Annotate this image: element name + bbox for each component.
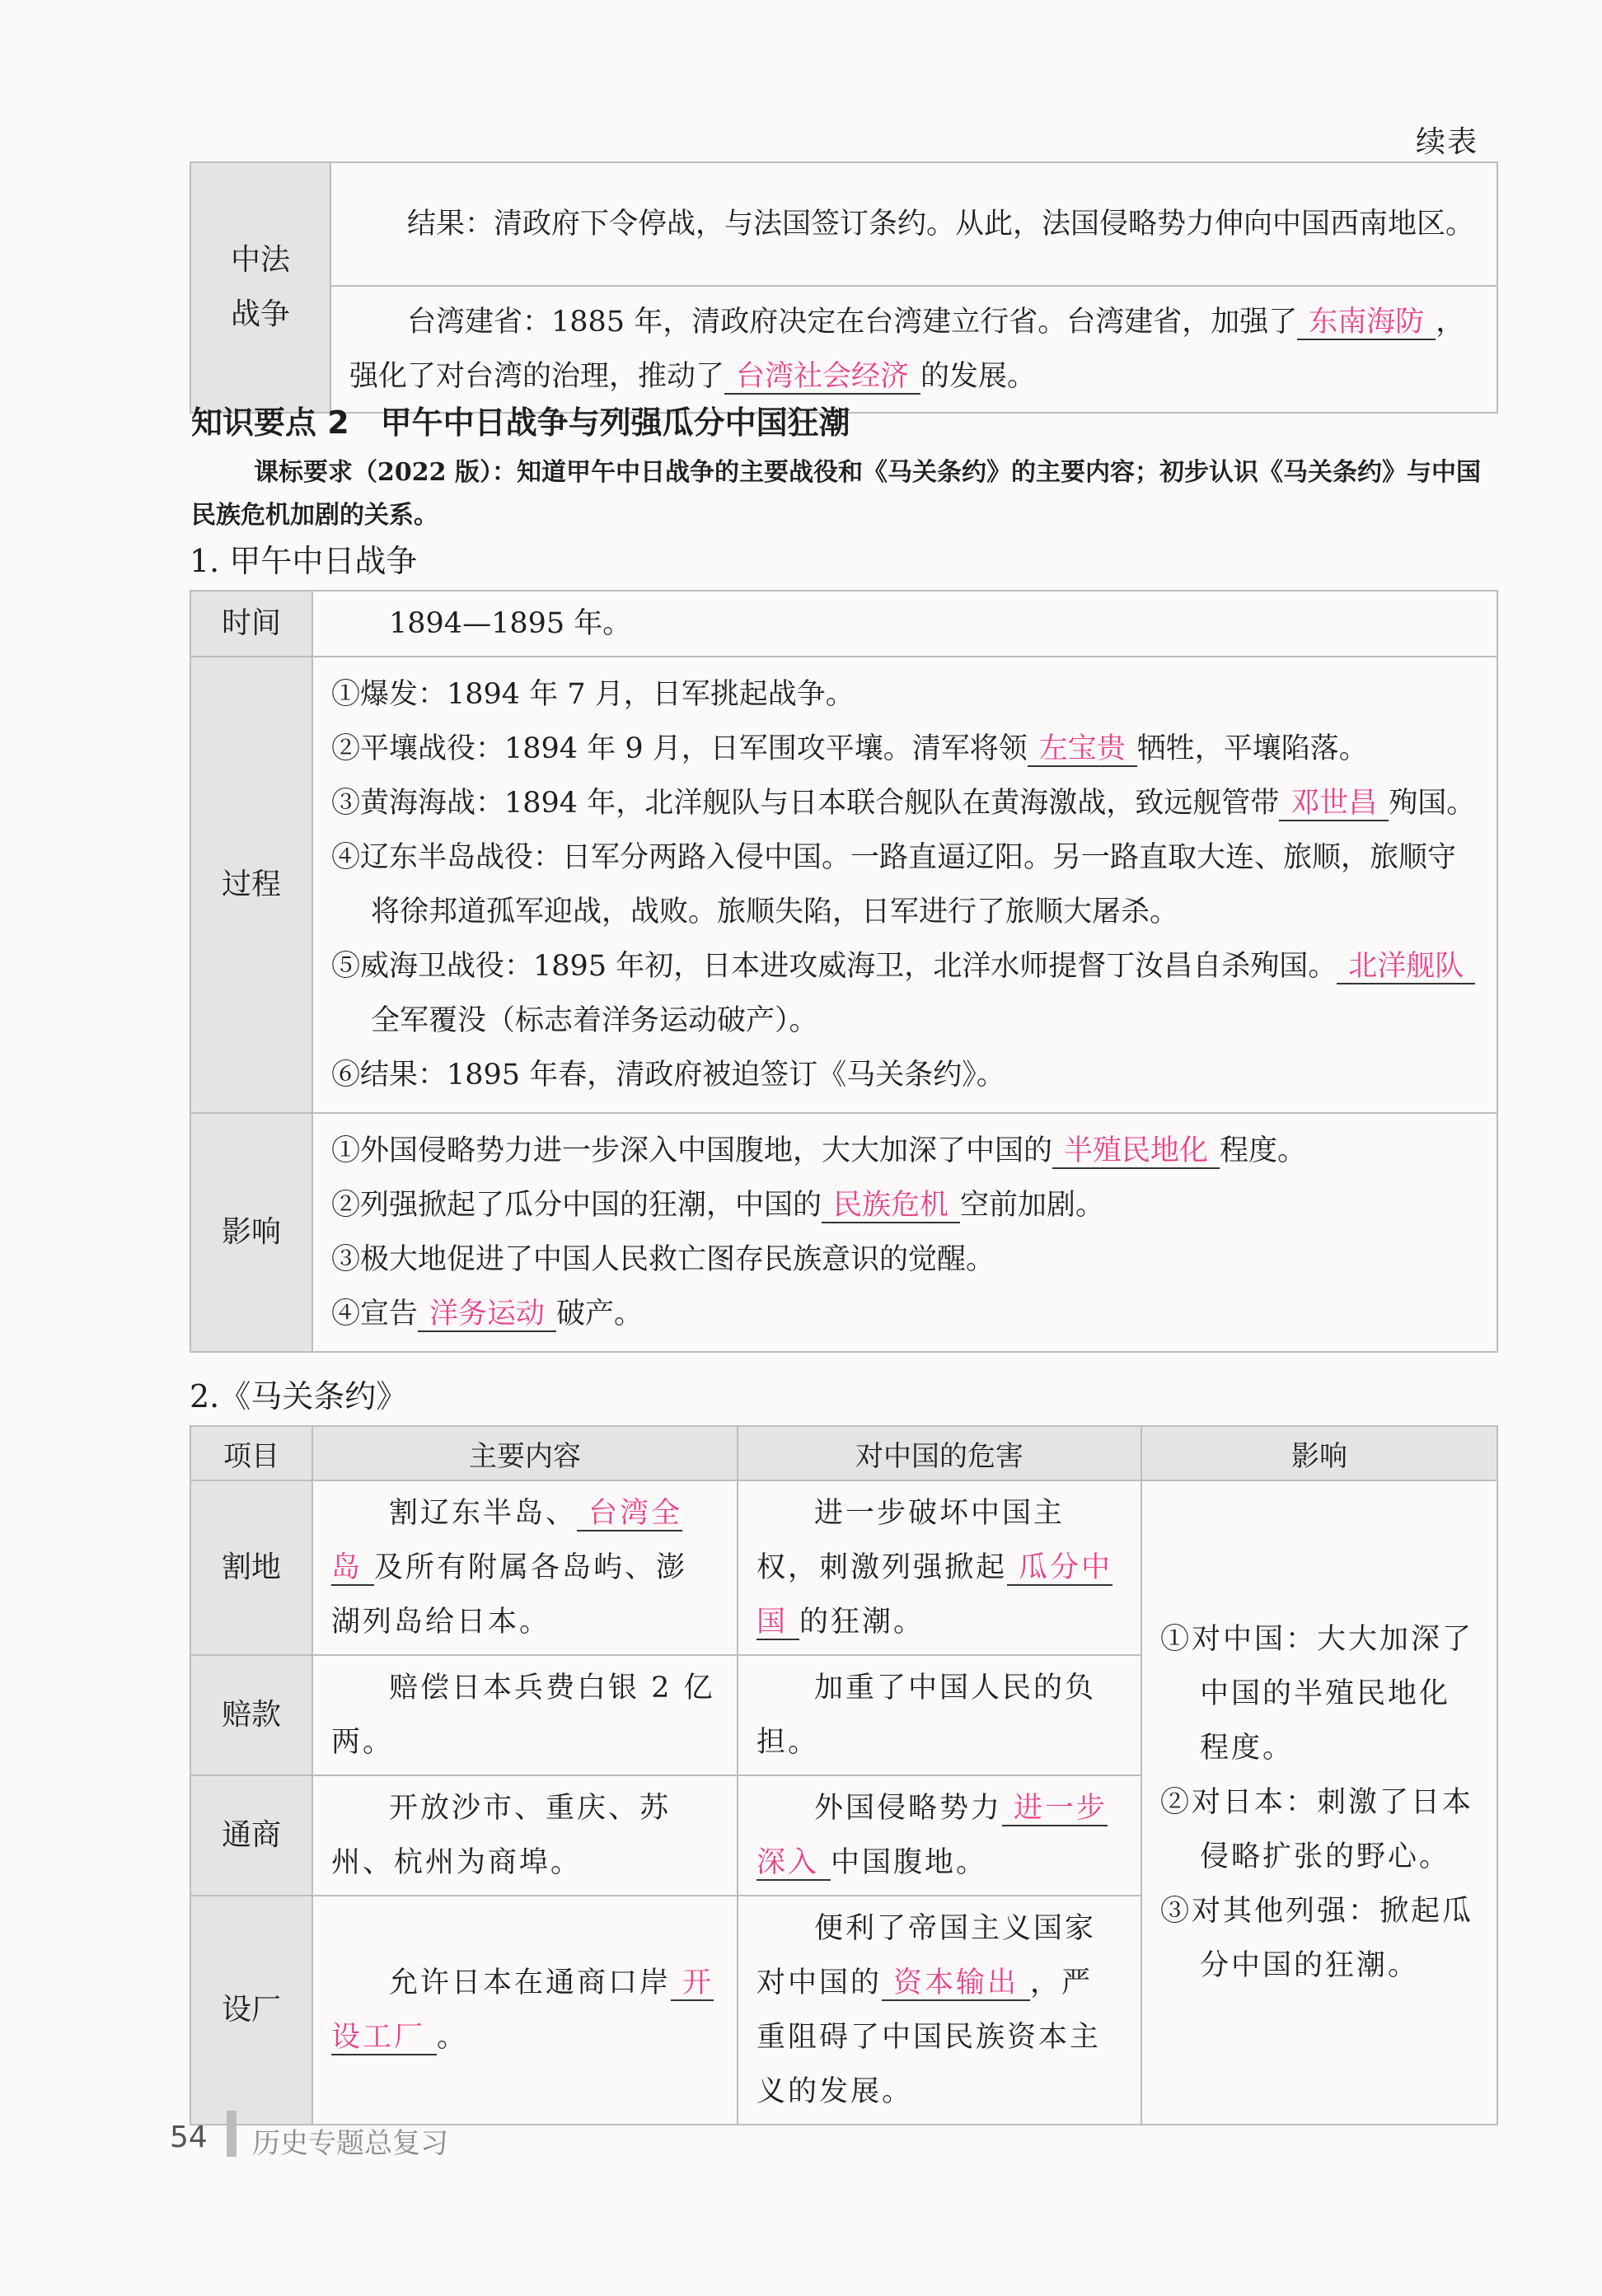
content-cession [312,1480,738,1655]
continued-label: 续表 [1415,125,1478,159]
harm-factory-text-1: 便利了帝国主义国家对中国的 [756,1912,1097,1999]
header-content: 主要内容 [312,1426,738,1480]
content-factory-text-2: 。 [437,2021,469,2054]
harm-cession-text-2: 的狂潮。 [799,1606,925,1639]
process-item-5 [331,939,1478,1048]
sino-french-table [190,161,1498,414]
content-cession-text-2: 及所有附属各岛屿、澎湖列岛给日本。 [331,1551,688,1639]
taiwan-text-3: 的发展。 [920,360,1037,393]
taiwan-text-1: 台湾建省：1885 年，清政府决定在台湾建立行省。台湾建省，加强了 [407,306,1298,339]
blank-taiwan-island: 台湾全岛 [331,1497,683,1584]
blank-further-deep: 进一步深入 [756,1792,1108,1879]
influence-item-2: ②对日本：刺激了日本侵略扩张的野心。 [1160,1786,1474,1873]
footer-divider [227,2111,237,2157]
content-factory-text-1: 允许日本在通商口岸 [389,1966,672,1999]
impact-2-text-1: ②列强掀起了瓜分中国的狂潮，中国的 [331,1189,822,1222]
item-cession: 割地 [190,1480,312,1655]
impact-2-text-2: 空前加剧。 [960,1189,1105,1222]
sino-french-label [190,162,330,413]
impact-4-text-2: 破产。 [556,1298,644,1330]
harm-cession [738,1480,1141,1655]
blank-national-crisis: 民族危机 [822,1189,960,1223]
process-2-text-2: 牺牲，平壤陷落。 [1136,732,1368,765]
harm-trade [738,1775,1141,1896]
blank-partition-china: 瓜分中国 [756,1551,1113,1639]
process-5-text-2: 全军覆没（标志着洋务运动破产）。 [371,1004,818,1037]
process-2-text-1: ②平壤战役：1894 年 9 月，日军围攻平壤。清军将领 [331,732,1028,765]
harm-cession-text-1: 进一步破坏中国主权，刺激列强掀起 [756,1497,1066,1584]
harm-trade-text-1: 外国侵略势力 [814,1792,1003,1825]
taiwan-text-2: ，强化了对台湾的治理，推动了 [349,306,1465,393]
impact-item-1 [331,1124,1478,1178]
blank-westernization: 洋务运动 [418,1298,556,1332]
influence-item-3: ③对其他列强：掀起瓜分中国的狂潮。 [1160,1895,1474,1982]
sino-japanese-war-table [190,590,1498,1353]
harm-factory-text-2: ，严重阻碍了中国民族资本主义的发展。 [756,1966,1102,2108]
treaty-table [190,1425,1498,2125]
impact-1-text-1: ①外国侵略势力进一步深入中国腹地，大大加深了中国的 [331,1134,1053,1167]
header-influence: 影响 [1141,1426,1497,1480]
page-number: 54 [170,2121,208,2154]
influence-item-1: ①对中国：大大加深了中国的半殖民地化程度。 [1160,1623,1474,1765]
blank-southeast-defense: 东南海防 [1297,306,1436,340]
result-cell: 结果：清政府下令停战，与法国签订条约。从此，法国侵略势力伸向中国西南地区。 [330,162,1497,286]
book-title: 历史专题总复习 [252,2127,448,2160]
blank-capital-export: 资本输出 [882,1966,1030,2001]
impact-1-text-2: 程度。 [1220,1134,1307,1167]
blank-taiwan-economy: 台湾社会经济 [724,360,920,395]
sino-french-label-text: 中法战争 [230,243,290,331]
time-value: 1894—1895 年。 [312,591,1497,657]
content-trade: 开放沙市、重庆、苏州、杭州为商埠。 [312,1775,738,1896]
process-5-text-1: ⑤威海卫战役：1895 年初，日本进攻威海卫，北洋水师提督丁汝昌自杀殉国。 [331,950,1337,983]
harm-indemnity: 加重了中国人民的负担。 [738,1655,1141,1775]
harm-trade-text-2: 中国腹地。 [831,1846,988,1879]
blank-semi-colonial: 半殖民地化 [1052,1134,1220,1169]
section-title: 知识要点 2 甲午中日战争与列强瓜分中国狂潮 [191,404,850,441]
content-indemnity: 赔偿日本兵费白银 2 亿两。 [312,1655,738,1775]
impact-4-text-1: ④宣告 [331,1298,419,1330]
impact-cell [312,1113,1497,1352]
impact-item-4 [331,1287,1478,1341]
treaty-heading: 2.《马关条约》 [190,1378,408,1415]
content-cession-text-1: 割辽东半岛、 [389,1497,578,1530]
process-cell [312,657,1497,1113]
item-factory: 设厂 [190,1896,312,2125]
blank-open-factory: 开设工厂 [331,1966,714,2054]
process-3-text-1: ③黄海海战：1894 年，北洋舰队与日本联合舰队在黄海激战，致远舰管带 [331,787,1280,820]
process-item-2 [331,722,1478,776]
time-label: 时间 [190,591,312,657]
header-harm: 对中国的危害 [738,1426,1141,1480]
blank-zuo-baogui: 左宝贵 [1028,732,1137,767]
process-label: 过程 [190,657,312,1113]
process-3-text-2: 殉国。 [1389,787,1476,820]
process-item-4: ④辽东半岛战役：日军分两路入侵中国。一路直逼辽阳。另一路直取大连、旅顺，旅顺守将徐邦道孤军迎战，战败。旅顺失陷，日军进行了旅顺大屠杀。 [331,841,1457,928]
process-item-3 [331,776,1478,830]
war-heading: 1. 甲午中日战争 [190,543,418,579]
blank-beiyang-fleet: 北洋舰队 [1337,950,1475,984]
impact-item-2 [331,1178,1478,1232]
item-indemnity: 赔款 [190,1655,312,1775]
curriculum-requirement: 课标要求（2022 版）：知道甲午中日战争的主要战役和《马关条约》的主要内容；初步认识《马关条约》与中国民族危机加剧的关系。 [191,458,1481,530]
harm-factory [738,1896,1141,2125]
impact-item-3: ③极大地促进了中国人民救亡图存民族意识的觉醒。 [331,1243,995,1276]
item-trade: 通商 [190,1775,312,1896]
process-item-1: ①爆发：1894 年 7 月，日军挑起战争。 [331,678,855,711]
header-item: 项目 [190,1426,312,1480]
impact-label: 影响 [190,1113,312,1352]
blank-deng-shichang: 邓世昌 [1279,787,1389,821]
process-item-6: ⑥结果：1895 年春，清政府被迫签订《马关条约》。 [331,1059,1005,1092]
taiwan-cell [330,286,1497,413]
influence-cell [1141,1480,1497,2125]
content-factory [312,1896,738,2125]
